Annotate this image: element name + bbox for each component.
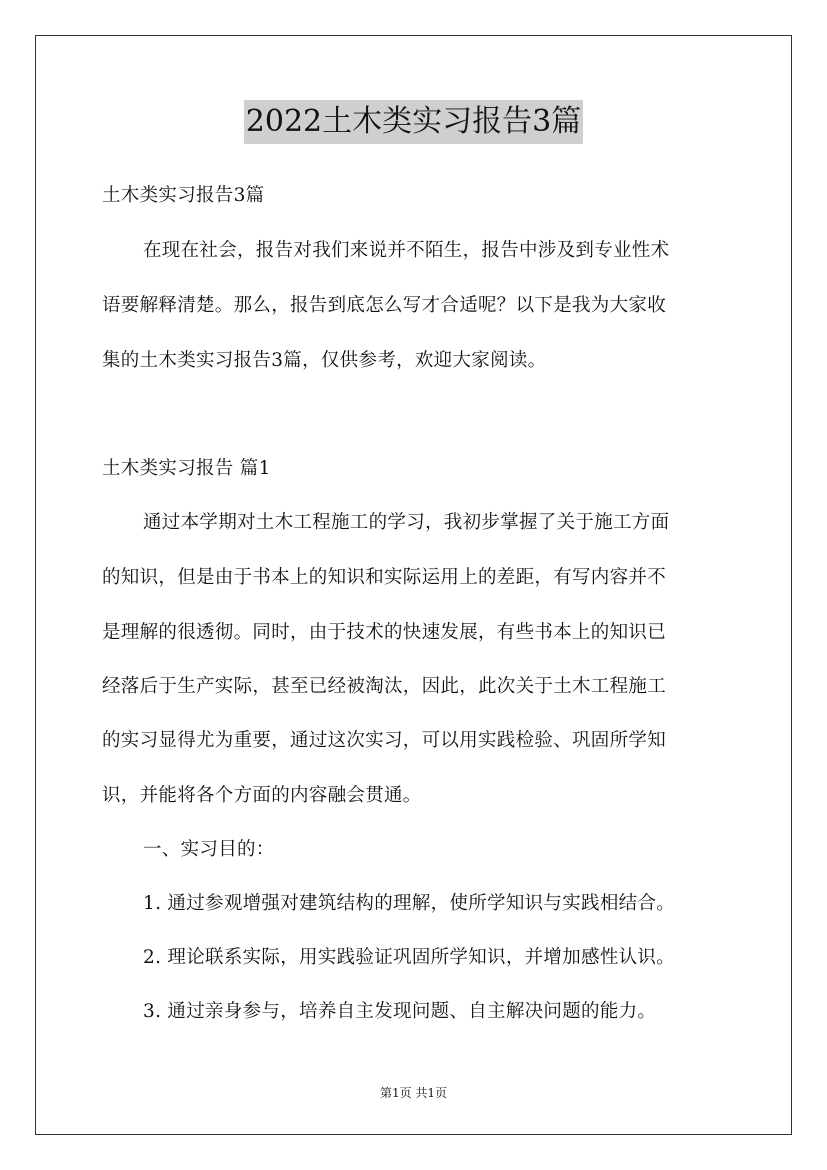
purpose-item-1: 1. 通过参观增强对建筑结构的理解，使所学知识与实践相结合。	[143, 893, 676, 914]
intro-line-1: 在现在社会，报告对我们来说并不陌生，报告中涉及到专业性术	[143, 240, 670, 261]
body-line-4: 经落后于生产实际，甚至已经被淘汰，因此，此次关于土木工程施工	[102, 676, 667, 697]
body-line-6: 识，并能将各个方面的内容融会贯通。	[102, 785, 422, 806]
page-footer: 第1页 共1页	[379, 1086, 448, 1100]
section-heading: 土木类实习报告 篇1	[102, 458, 271, 479]
body-line-1: 通过本学期对土木工程施工的学习，我初步掌握了关于施工方面	[143, 512, 670, 533]
intro-line-2: 语要解释清楚。那么，报告到底怎么写才合适呢？以下是我为大家收	[102, 295, 667, 316]
purpose-item-2: 2. 理论联系实际，用实践验证巩固所学知识，并增加感性认识。	[143, 947, 676, 968]
purpose-heading: 一、实习目的：	[143, 839, 275, 860]
title-container	[0, 100, 827, 144]
intro-line-3: 集的土木类实习报告3篇，仅供参考，欢迎大家阅读。	[102, 350, 547, 371]
body-line-5: 的实习显得尤为重要，通过这次实习，可以用实践检验、巩固所学知	[102, 730, 667, 751]
purpose-item-3: 3. 通过亲身参与，培养自主发现问题、自主解决问题的能力。	[143, 1001, 657, 1022]
document-subtitle: 土木类实习报告3篇	[102, 185, 265, 206]
body-line-2: 的知识，但是由于书本上的知识和实际运用上的差距，有写内容并不	[102, 567, 667, 588]
document-title: 2022土木类实习报告3篇	[244, 100, 583, 144]
body-line-3: 是理解的很透彻。同时，由于技术的快速发展，有些书本上的知识已	[102, 622, 667, 643]
